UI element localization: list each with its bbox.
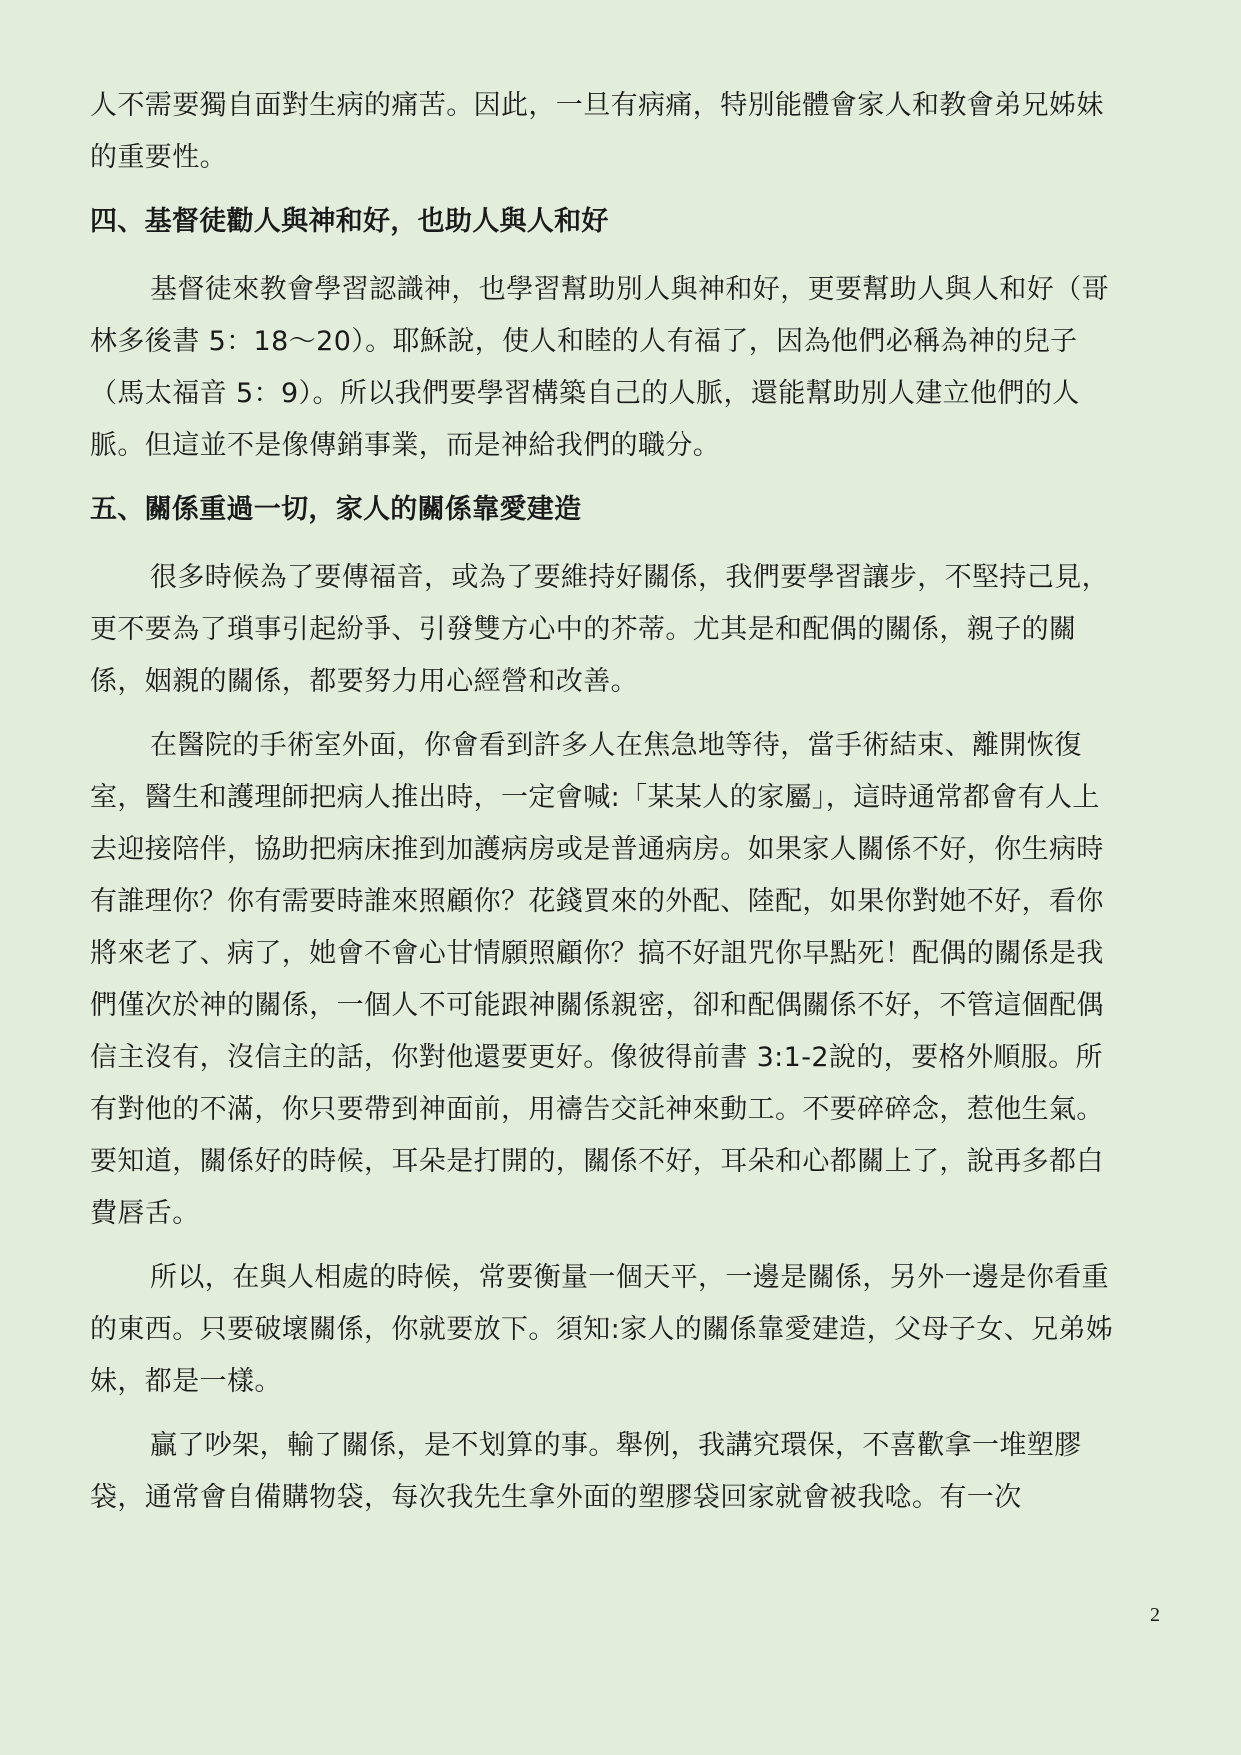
section-heading-4: 四、基督徒勸人與神和好，也助人與人和好 [90,206,609,237]
page-number: 2 [1150,1604,1160,1626]
body-paragraph: 基督徒來教會學習認識神，也學習幫助別人與神和好，更要幫助人與人和好（哥林多後書 5：18～20）。耶穌說，使人和睦的人有福了，因為他們必稱為神的兒子（馬太福音 5：9）。所以我們要學習構築自己的人脈，還能幫助別人建立他們的人脈。但這並不是像傳銷事業，而是神給我們的職分。 [90,274,1109,461]
document-page [90,80,1125,1536]
body-paragraph: 在醫院的手術室外面，你會看到許多人在焦急地等待，當手術結束、離開恢復室，醫生和護理師把病人推出時，一定會喊:「某某人的家屬」，這時通常都會有人上去迎接陪伴，協助把病床推到加護病房或是普通病房。如果家人關係不好，你生病時有誰理你？你有需要時誰來照顧你？花錢買來的外配、陸配，如果你對她不好，看你將來老了、病了，她會不會心甘情願照顧你？搞不好詛咒你早點死！配偶的關係是我們僅次於神的關係，一個人不可能跟神關係親密，卻和配偶關係不好，不管這個配偶信主沒有，沒信主的話，你對他還要更好。像彼得前書 3:1-2說的，要格外順服。所有對他的不滿，你只要帶到神面前，用禱告交託神來動工。不要碎碎念，惹他生氣。要知道，關係好的時候，耳朵是打開的，關係不好，耳朵和心都關上了，說再多都白費唇舌。 [90,730,1104,1229]
body-paragraph: 很多時候為了要傳福音，或為了要維持好關係，我們要學習讓步，不堅持己見，更不要為了瑣事引起紛爭、引發雙方心中的芥蒂。尤其是和配偶的關係，親子的關係，姻親的關係，都要努力用心經營和改善。 [90,562,1109,697]
body-paragraph: 贏了吵架，輸了關係，是不划算的事。舉例，我講究環保，不喜歡拿一堆塑膠袋，通常會自備購物袋，每次我先生拿外面的塑膠袋回家就會被我唸。有一次 [90,1430,1082,1513]
body-paragraph: 所以，在與人相處的時候，常要衡量一個天平，一邊是關係，另外一邊是你看重的東西。只要破壞關係，你就要放下。須知:家人的關係靠愛建造，父母子女、兄弟姊妹，都是一樣。 [90,1262,1114,1397]
section-heading-5: 五、關係重過一切，家人的關係靠愛建造 [90,494,582,525]
continuation-paragraph: 人不需要獨自面對生病的痛苦。因此，一旦有病痛，特別能體會家人和教會弟兄姊妹的重要性。 [90,90,1104,173]
